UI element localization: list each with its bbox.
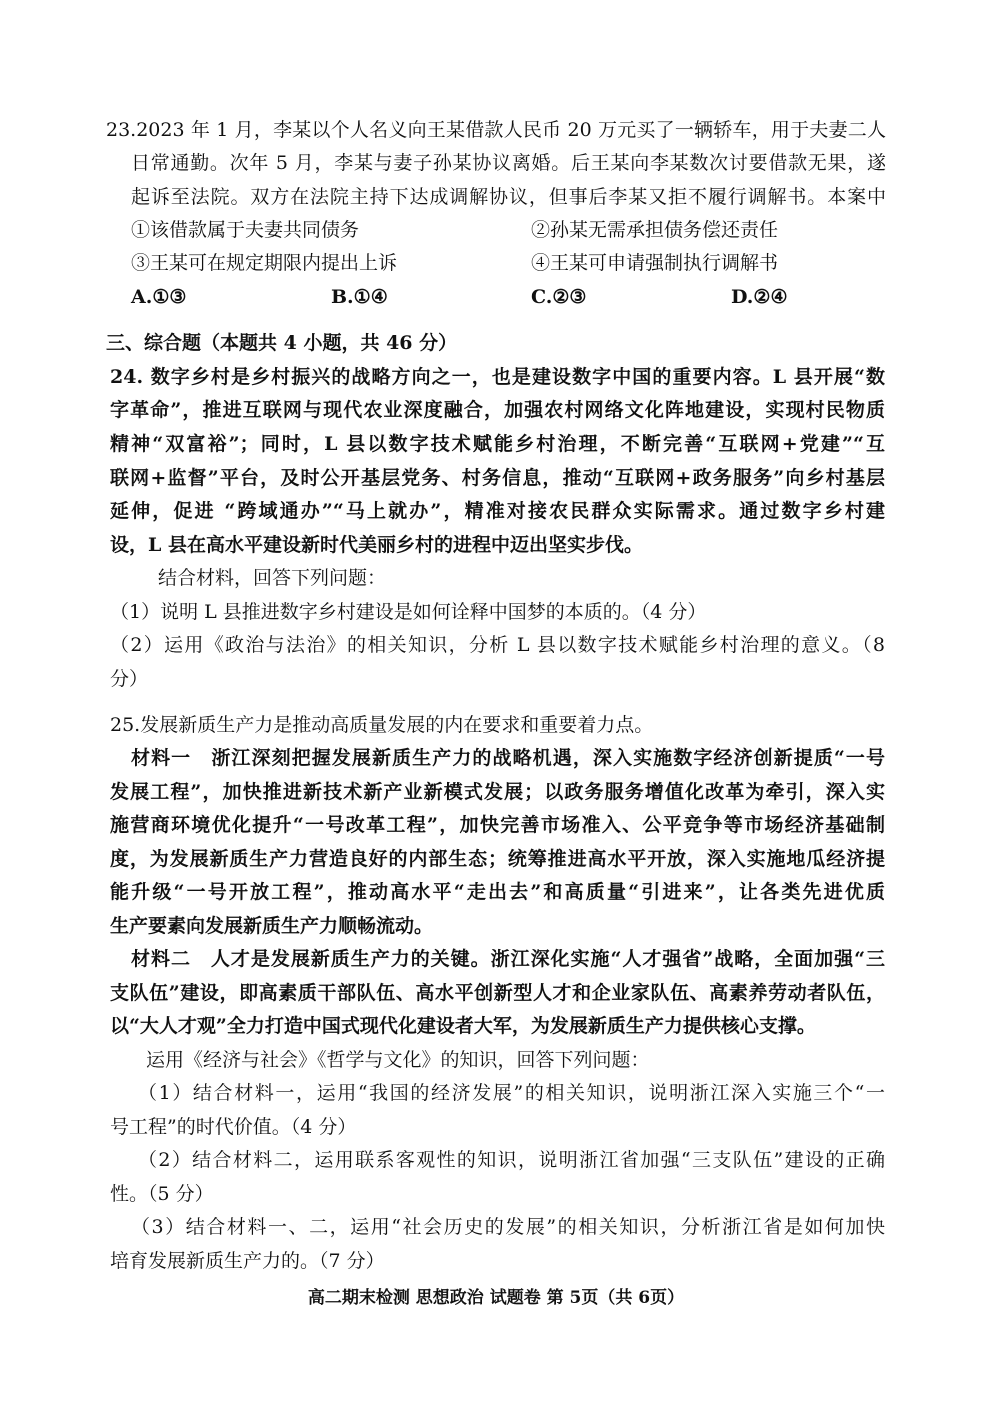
section-3-heading: 三、综合题（本题共 4 小题，共 46 分） [106,332,458,354]
q25-material1-line-6: 生产要素向发展新质生产力顺畅流动。 [110,915,434,937]
q25-subquestion-3-cont: 培育发展新质生产力的。（7 分） [110,1250,385,1272]
q25-subquestion-3: （3）结合材料一、二，运用“社会历史的发展”的相关知识，分析浙江省是如何加快 [131,1216,885,1238]
q25-material2-line-2: 支队伍”建设，即高素质干部队伍、高水平创新型人才和企业家队伍、高素养劳动者队伍， [110,982,885,1004]
q23-option-b: B.①④ [331,286,388,308]
q25-subquestion-2: （2）结合材料二，运用联系客观性的知识，说明浙江省加强“三支队伍”建设的正确 [138,1149,885,1171]
q24-line-5: 延伸，促进 “跨域通办”“马上就办”，精准对接农民群众实际需求。通过数字乡村建 [110,500,885,522]
q25-title: 25.发展新质生产力是推动高质量发展的内在要求和重要着力点。 [110,714,654,736]
q23-statement-3: ③王某可在规定期限内提出上诉 [131,252,398,274]
q25-prompt: 运用《经济与社会》《哲学与文化》的知识，回答下列问题： [146,1049,650,1071]
q23-line-2: 日常通勤。次年 5 月，李某与妻子孙某协议离婚。后王某向李某数次讨要借款无果，遂 [131,152,886,174]
q23-line-1: 23.2023 年 1 月，李某以个人名义向王某借款人民币 20 万元买了一辆轿车，用于夫妻二人 [106,119,886,141]
q23-statement-1: ①该借款属于夫妻共同债务 [131,219,360,241]
q23-option-a: A.①③ [131,286,187,308]
q23-statement-2: ②孙某无需承担债务偿还责任 [531,219,779,241]
q24-line-1: 24. 数字乡村是乡村振兴的战略方向之一，也是建设数字中国的重要内容。L 县开展“数 [110,366,885,388]
q24-subquestion-2-cont: 分） [110,668,149,690]
q25-material1-line-3: 施营商环境优化提升“一号改革工程”，加快完善市场准入、公平竞争等市场经济基础制 [110,814,885,836]
q25-material1-line-2: 发展工程”，加快推进新技术新产业新模式发展；以政务服务增值化改革为牵引，深入实 [110,781,885,803]
q25-subquestion-2-cont: 性。（5 分） [110,1183,214,1205]
page-footer: 高二期末检测 思想政治 试题卷 第 5页（共 6页） [307,1288,685,1308]
q24-line-2: 字革命”，推进互联网与现代农业深度融合，加强农村网络文化阵地建设，实现村民物质 [110,399,885,421]
q23-option-c: C.②③ [531,286,587,308]
q25-subquestion-1: （1）结合材料一，运用“我国的经济发展”的相关知识，说明浙江深入实施三个“一 [138,1082,885,1104]
q25-subquestion-1-cont: 号工程”的时代价值。（4 分） [110,1116,357,1138]
q23-option-d: D.②④ [731,286,788,308]
q24-line-4: 联网+监督”平台，及时公开基层党务、村务信息，推动“互联网+政务服务”向乡村基层 [110,467,885,489]
q23-statement-4: ④王某可申请强制执行调解书 [531,252,779,274]
q25-material1-line-1: 材料一 浙江深刻把握发展新质生产力的战略机遇，深入实施数字经济创新提质“一号 [131,747,885,769]
q24-subquestion-2: （2）运用《政治与法治》的相关知识，分析 L 县以数字技术赋能乡村治理的意义。（8 [110,634,885,656]
q25-material2-line-1: 材料二 人才是发展新质生产力的关键。浙江深化实施“人才强省”战略，全面加强“三 [131,948,885,970]
q24-subquestion-1: （1）说明 L 县推进数字乡村建设是如何诠释中国梦的本质的。（4 分） [110,601,707,623]
q24-line-3: 精神“双富裕”；同时，L 县以数字技术赋能乡村治理，不断完善“互联网+党建”“互 [110,433,885,455]
q25-material2-line-3: 以“大人才观”全力打造中国式现代化建设者大军，为发展新质生产力提供核心支撑。 [110,1015,816,1037]
q24-prompt: 结合材料，回答下列问题： [158,567,387,589]
q25-material1-line-4: 度，为发展新质生产力营造良好的内部生态；统筹推进高水平开放，深入实施地瓜经济提 [110,848,885,870]
q24-line-6: 设，L 县在高水平建设新时代美丽乡村的进程中迈出坚实步伐。 [110,534,643,556]
q23-line-3: 起诉至法院。双方在法院主持下达成调解协议，但事后李某又拒不履行调解书。本案中 [131,186,886,208]
q25-material1-line-5: 能升级“一号开放工程”，推动高水平“走出去”和高质量“引进来”，让各类先进优质 [110,881,885,903]
